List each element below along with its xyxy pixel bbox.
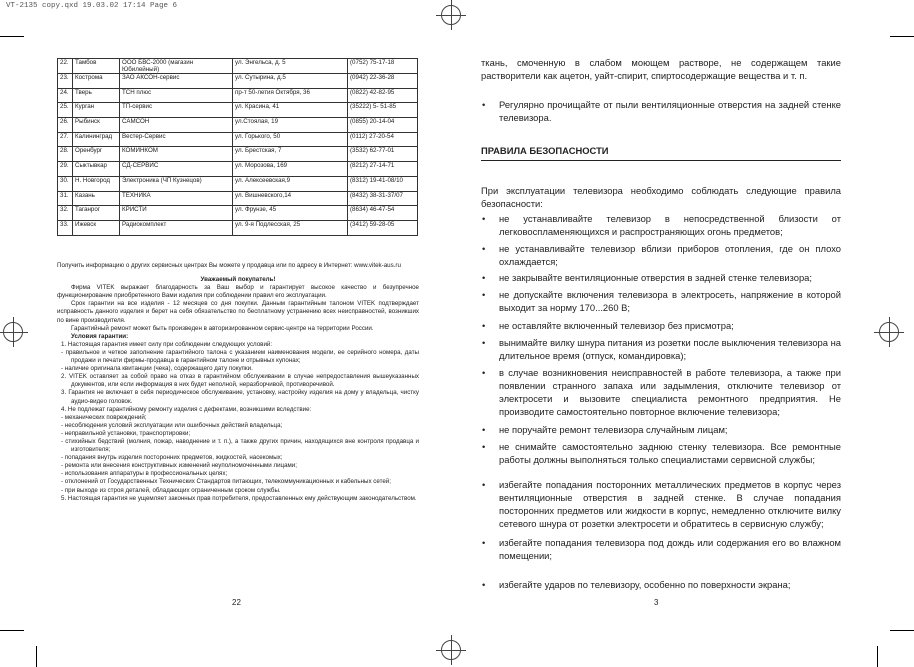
safety-rule-item: • в случае возникновения неисправностей в работе телевизора, а также при появлении странного запаха или задымления, отключите телевизор от электросети и вызовите специалиста ремонтного предприятия. Не производите самостоятельно повторное включение телевизора; bbox=[481, 366, 841, 418]
table-cell: 29. bbox=[58, 162, 73, 177]
condition-item: - несоблюдения условий эксплуатации или ошибочных действий владельца; bbox=[61, 421, 283, 429]
table-cell: (8432) 38-31-37/07 bbox=[348, 191, 418, 206]
table-cell: (0855) 20-14-04 bbox=[348, 118, 418, 133]
table-cell: Таганрог bbox=[73, 206, 120, 221]
table-cell: (8212) 27-14-71 bbox=[348, 162, 418, 177]
table-cell: ул. Брестская, 7 bbox=[233, 147, 348, 162]
table-cell: ООО БВС-2000 (магазин Юбилейный) bbox=[120, 59, 233, 74]
dear-customer-heading: Уважаемый покупатель! bbox=[200, 276, 276, 284]
safety-rule-item: • не оставляйте включенный телевизор без присмотра; bbox=[481, 319, 841, 332]
table-row bbox=[58, 59, 418, 74]
safety-heading: ПРАВИЛА БЕЗОПАСНОСТИ bbox=[481, 145, 609, 156]
table-row bbox=[58, 147, 418, 162]
table-cell: (8634) 46-47-54 bbox=[348, 206, 418, 221]
page-number-left: 22 bbox=[232, 598, 241, 607]
table-cell: (3532) 62-77-01 bbox=[348, 147, 418, 162]
continued-text: ткань, смоченную в слабом моющем растворе, не содержащем такие растворители как ацетон, уайт-спирит, спиртосодержащие вещества и т. п. bbox=[481, 57, 841, 81]
table-cell: Тверь bbox=[73, 88, 120, 103]
table-cell: САМСОН bbox=[120, 118, 233, 133]
table-cell: ТЕХНИКА bbox=[120, 191, 233, 206]
condition-item: - наличие оригинала квитанции (чека), содержащего дату покупки. bbox=[61, 365, 253, 373]
table-cell: Радиокомплект bbox=[120, 220, 233, 235]
condition-item: 1. Настоящая гарантия имеет силу при соблюдении следующих условий: bbox=[61, 340, 273, 348]
bullet-item: • Регулярно прочищайте от пыли вентиляционные отверстия на задней стенке телевизора. bbox=[481, 98, 841, 124]
table-cell: 28. bbox=[58, 147, 73, 162]
table-cell: 25. bbox=[58, 103, 73, 118]
table-cell: ул. Красина, 41 bbox=[233, 103, 348, 118]
safety-rule-item: • не снимайте самостоятельно заднюю стенку телевизора. Все ремонтные работы должны выполняться только специалистами сервисной службы; bbox=[481, 440, 841, 466]
crop-mark bbox=[0, 630, 24, 631]
table-cell: ул. Алексеевская,9 bbox=[233, 176, 348, 191]
crop-mark bbox=[890, 36, 914, 37]
heading-rule bbox=[481, 160, 841, 161]
condition-item: 5. Настоящая гарантия не ущемляет законных прав потребителя, предоставленных ему действующим законодательством. bbox=[61, 494, 417, 502]
table-row bbox=[58, 88, 418, 103]
service-centers-table bbox=[57, 58, 418, 236]
table-cell: 27. bbox=[58, 132, 73, 147]
table-cell: Казань bbox=[73, 191, 120, 206]
warranty-conditions-heading: Условия гарантии: bbox=[71, 332, 129, 340]
table-cell: 23. bbox=[58, 74, 73, 89]
service-info: Получить информацию о других сервисных центрах Вы можете у продавца или по адресу в Интернет: www.vitek-aus.ru bbox=[57, 262, 401, 269]
table-cell: ЗАО АКСОН-сервис bbox=[120, 74, 233, 89]
table-row bbox=[58, 206, 418, 221]
table-cell: ул.Стоялая, 19 bbox=[233, 118, 348, 133]
table-cell: (0112) 27-20-54 bbox=[348, 132, 418, 147]
table-cell: ТСН плюс bbox=[120, 88, 233, 103]
warranty-paragraph-2: Срок гарантии на все изделия - 12 месяцев со дня покупки. Данным гарантийным талоном VITEK подтверждает исправность данного изделия и берет на себя обязательство по бесплатному устранению всех неисправностей, возникших по вине производителя. bbox=[57, 300, 419, 324]
table-cell: Н. Новгород bbox=[73, 176, 120, 191]
table-cell: 26. bbox=[58, 118, 73, 133]
condition-item: - ремонта или внесения конструктивных изменений неуполномоченными лицами; bbox=[61, 462, 297, 470]
condition-item: - стихийных бедствий (молния, пожар, наводнение и т. п.), а также других причин, находящихся вне контроля продавца и изготовителя; bbox=[61, 437, 419, 454]
registration-mark bbox=[441, 5, 461, 25]
page-number-right: 3 bbox=[654, 598, 659, 607]
condition-item: 4. Не подлежат гарантийному ремонту изделия с дефектами, возникшими вследствие: bbox=[61, 405, 312, 413]
table-row bbox=[58, 74, 418, 89]
safety-rule-item: • не закрывайте вентиляционные отверстия в задней стенке телевизора; bbox=[481, 271, 841, 284]
table-cell: СД-СЕРВИС bbox=[120, 162, 233, 177]
table-cell: Курган bbox=[73, 103, 120, 118]
safety-rule-item: • избегайте ударов по телевизору, особенно по поверхности экрана; bbox=[481, 578, 841, 591]
left-page-text bbox=[57, 262, 419, 503]
file-header: VT-2135 copy.qxd 19.03.02 17:14 Page 6 bbox=[6, 2, 178, 10]
table-cell: 32. bbox=[58, 206, 73, 221]
table-row bbox=[58, 176, 418, 191]
table-cell: Тамбов bbox=[73, 59, 120, 74]
table-cell: ул. 9-я Подлесская, 25 bbox=[233, 220, 348, 235]
warranty-paragraph-1: Фирма VITEK выражает благодарность за Ваш выбор и гарантирует высокое качество и безупречное функционирование приобретенного Вами изделия при соблюдении правил его эксплуатации. bbox=[57, 284, 419, 300]
safety-rule-item: • не устанавливайте телевизор вблизи приборов отопления, где он плохо охлаждается; bbox=[481, 242, 841, 268]
registration-mark bbox=[441, 640, 461, 660]
safety-rule-item: • избегайте попадания телевизора под дождь или содержания его во влажном помещении; bbox=[481, 536, 841, 562]
registration-mark bbox=[3, 322, 23, 342]
condition-item: - попадания внутрь изделия посторонних предметов, жидкостей, насекомых; bbox=[61, 454, 283, 462]
table-cell: (0942) 22-36-28 bbox=[348, 74, 418, 89]
table-row bbox=[58, 103, 418, 118]
table-cell: 22. bbox=[58, 59, 73, 74]
safety-rule-item: • избегайте попадания посторонних металлических предметов в корпус через вентиляционные отверстия в задней стенке. В случае попадания посторонних предметов или жидкости в корпус, немедленно отключите вилку сетевого шнура от розетки электросети и обратитесь в сервисную службу; bbox=[481, 478, 841, 530]
table-cell: ул. Горького, 50 bbox=[233, 132, 348, 147]
table-row bbox=[58, 132, 418, 147]
table-cell: ул. Вишневского,14 bbox=[233, 191, 348, 206]
safety-intro: При эксплуатации телевизора необходимо соблюдать следующие правила безопасности: bbox=[481, 185, 841, 209]
condition-item: - правильное и четкое заполнение гарантийного талона с указанием наименования модели, ее серийного номера, даты продажи и печати фирмы-продавца в гарантийном талоне и отрывных купонах; bbox=[61, 348, 419, 365]
table-cell: Калининград bbox=[73, 132, 120, 147]
table-row bbox=[58, 191, 418, 206]
table-cell: ул. Морозова, 169 bbox=[233, 162, 348, 177]
crop-mark bbox=[0, 36, 24, 37]
table-cell: ТП-сервис bbox=[120, 103, 233, 118]
safety-rule-item: • не допускайте включения телевизора в электросеть, напряжение в которой выходит за норму 170...260 В; bbox=[481, 288, 841, 314]
table-cell: (35222) 5- 51-85 bbox=[348, 103, 418, 118]
table-row bbox=[58, 162, 418, 177]
table-cell: ул. Фрунзе, 45 bbox=[233, 206, 348, 221]
warranty-conditions-list bbox=[57, 341, 419, 503]
table-cell: ул. Энгельса, д. 5 bbox=[233, 59, 348, 74]
registration-mark bbox=[879, 322, 899, 342]
table-cell: 24. bbox=[58, 88, 73, 103]
safety-rule-item: • не поручайте ремонт телевизора случайным лицам; bbox=[481, 423, 841, 436]
crop-mark bbox=[36, 646, 37, 667]
table-cell: (8312) 19-41-08/10 bbox=[348, 176, 418, 191]
condition-item: - неправильной установки, транспортировки; bbox=[61, 429, 191, 437]
table-cell: КРИСТИ bbox=[120, 206, 233, 221]
table-cell: 33. bbox=[58, 220, 73, 235]
table-cell: Рыбинск bbox=[73, 118, 120, 133]
crop-mark bbox=[877, 646, 878, 667]
condition-item: - механических повреждений; bbox=[61, 413, 147, 421]
condition-item: - использования аппаратуры в профессиональных целях; bbox=[61, 470, 228, 478]
table-cell: пр-т 50-летия Октября, 36 bbox=[233, 88, 348, 103]
table-cell: Кострома bbox=[73, 74, 120, 89]
condition-item: 2. VITEK оставляет за собой право на отказ в гарантийном обслуживании в случае непредоставления вышеуказанных документов, или если информация в них будет неполной, неразборчивой, противоречивой. bbox=[61, 373, 419, 389]
safety-rule-item: • не устанавливайте телевизор в непосредственной близости от легковоспламеняющихся и распространяющих огонь предметов; bbox=[481, 212, 841, 238]
warranty-paragraph-3: Гарантийный ремонт может быть произведен в авторизированном сервис-центре на территории России. bbox=[71, 324, 374, 332]
table-cell: КОМИНКОМ bbox=[120, 147, 233, 162]
table-cell: Оренбург bbox=[73, 147, 120, 162]
table-cell: (0752) 75-17-18 bbox=[348, 59, 418, 74]
table-row bbox=[58, 118, 418, 133]
table-cell: 31. bbox=[58, 191, 73, 206]
safety-rule-item: • вынимайте вилку шнура питания из розетки после выключения телевизора на длительное время (отпуск, командировка); bbox=[481, 336, 841, 362]
table-cell: ул. Сутырина, д.5 bbox=[233, 74, 348, 89]
condition-item: - отклонений от Государственных Технических Стандартов питающих, телекоммуникационных и кабельных сетей; bbox=[61, 478, 391, 486]
table-cell: Вестер-Сервис bbox=[120, 132, 233, 147]
condition-item: - при выходе из строя деталей, обладающих ограниченным сроком службы. bbox=[61, 486, 281, 494]
table-cell: 30. bbox=[58, 176, 73, 191]
table-cell: (3412) 59-28-05 bbox=[348, 220, 418, 235]
crop-mark bbox=[890, 630, 914, 631]
condition-item: 3. Гарантия не включает в себя периодическое обслуживание, установку, настройку изделия на дому у владельца, чистку аудио-видео головок. bbox=[61, 389, 419, 405]
table-cell: Электроника (ЧП Кузнецов) bbox=[120, 176, 233, 191]
table-row bbox=[58, 220, 418, 235]
table-cell: Сыктывкар bbox=[73, 162, 120, 177]
table-cell: Ижевск bbox=[73, 220, 120, 235]
table-cell: (0822) 42-82-95 bbox=[348, 88, 418, 103]
